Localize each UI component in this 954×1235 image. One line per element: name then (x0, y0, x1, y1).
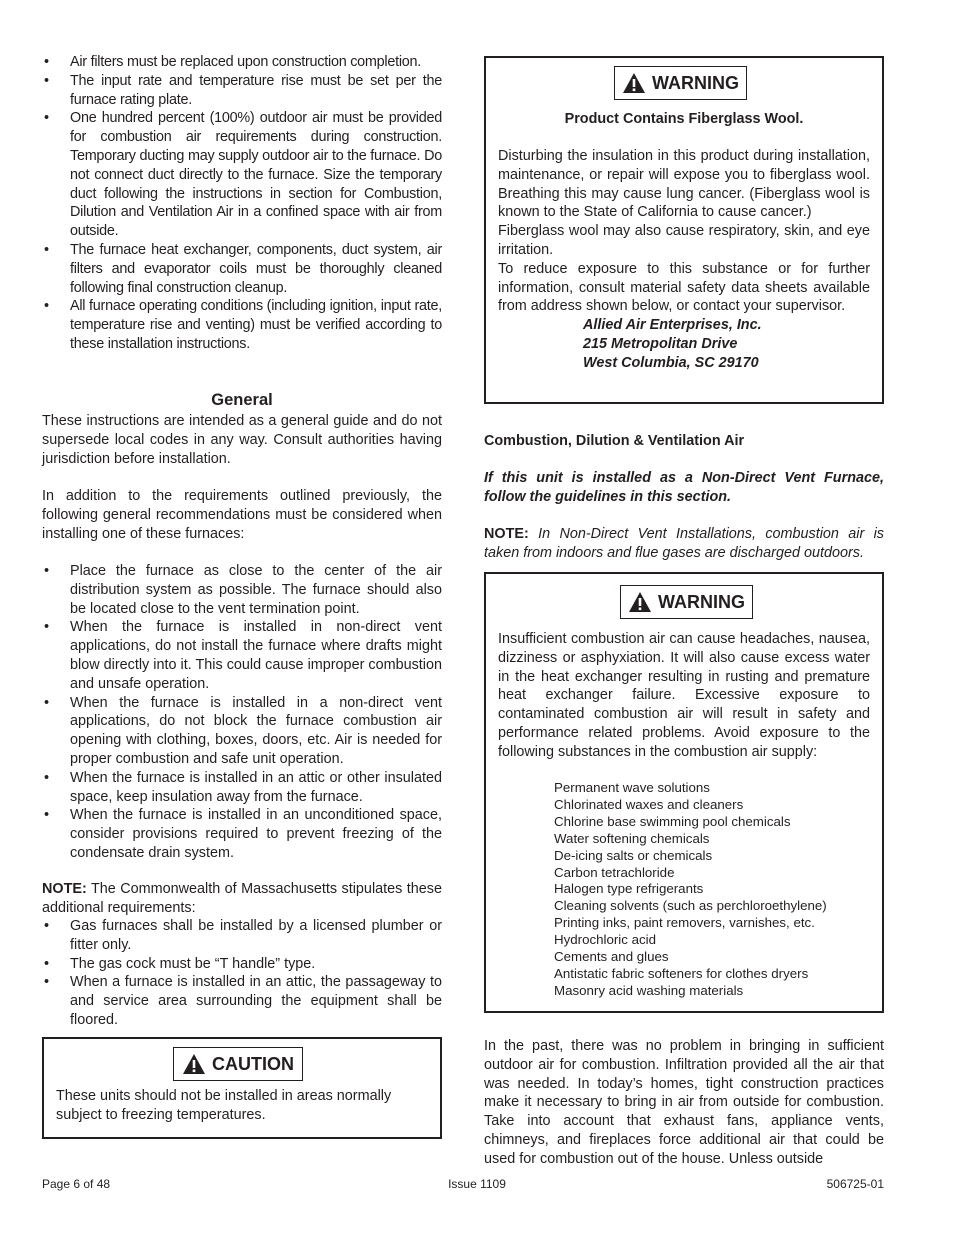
warning-label: WARNING (658, 592, 745, 612)
list-item: • Place the furnace as close to the center of the air distribution system as possible. The furnace should also be located close to the vent termination point. (42, 562, 442, 618)
construction-requirements-list (42, 53, 442, 354)
list-item: Chlorinated waxes and cleaners (554, 796, 744, 812)
list-item: Hydrochloric acid (554, 932, 656, 948)
list-item: • When the furnace is installed in an attic or other insulated space, keep insulation away from the furnace. (42, 769, 442, 807)
list-item: Printing inks, paint removers, varnishes, etc. (554, 915, 815, 931)
fiberglass-warning-p2: Fiberglass wool may also cause respiratory, skin, and eye irritation. (498, 223, 870, 258)
list-item: Water softening chemicals (554, 830, 710, 846)
fiberglass-warning-title: Product Contains Fiberglass Wool. (564, 111, 804, 127)
list-item: • All furnace operating conditions (including ignition, input rate, temperature rise and venting) must be verified according to these installation instructions. (42, 297, 442, 353)
list-item: Permanent wave solutions (554, 780, 710, 795)
footer-document-number: 506725-01 (826, 1177, 884, 1191)
footer-page-number: Page 6 of 48 (42, 1177, 111, 1191)
list-item: • The furnace heat exchanger, components, duct system, air filters and evaporator coils must be thoroughly cleaned following final construction cleanup. (42, 241, 442, 297)
fiberglass-warning-box (484, 56, 884, 404)
general-paragraph-1: These instructions are intended as a general guide and do not supersede local codes in any way. Consult authorities having jurisdiction before installation. (42, 413, 442, 467)
warning-triangle-icon (182, 1053, 206, 1075)
caution-box (42, 1037, 442, 1139)
list-item: • When a furnace is installed in an attic, the passageway to and service area surrounding the equipment shall be floored. (42, 973, 442, 1029)
general-recommendations-list (42, 562, 442, 863)
list-item: • When the furnace is installed in non-direct vent applications, do not install the furnace where drafts might blow directly into it. This could cause improper combustion and unsafe operation. (42, 618, 442, 693)
note-label: NOTE: (42, 881, 87, 897)
contaminant-substances-list (498, 780, 926, 1000)
caution-text: These units should not be installed in areas normally subject to freezing temperatures. (56, 1088, 392, 1123)
list-item: • When the furnace is installed in an unconditioned space, consider provisions required to prevent freezing of the condensate drain system. (42, 806, 442, 862)
combustion-air-warning-text: Insufficient combustion air can cause headaches, nausea, dizziness or asphyxiation. It will also cause excess water in the heat exchanger resulting in rusting and premature heat exchanger failure. Excessive exposure to contaminated combustion air will result in safety and performance related problems. Avoid exposure to the following substances in the combustion air supply: (498, 631, 870, 760)
fiberglass-warning-p3: To reduce exposure to this substance or for further information, consult material safety data sheets available from address shown below, or contact your supervisor. (498, 260, 870, 315)
non-direct-vent-note (484, 525, 884, 563)
note-text: In Non-Direct Vent Installations, combustion air is taken from indoors and flue gases are discharged outdoors. (484, 526, 884, 561)
combustion-section-heading: Combustion, Dilution & Ventilation Air (484, 433, 745, 449)
list-item: • Air filters must be replaced upon construction completion. (42, 53, 442, 72)
list-item: • When the furnace is installed in a non-direct vent applications, do not block the furnace combustion air opening with clothing, boxes, doors, etc. Air is needed for proper combustion and safe unit operation. (42, 694, 442, 769)
note-text: The Commonwealth of Massachusetts stipulates these additional requirements: (42, 881, 442, 916)
address-line: West Columbia, SC 29170 (583, 354, 759, 371)
fiberglass-warning-body (498, 147, 870, 373)
list-item: Antistatic fabric softeners for clothes dryers (554, 965, 809, 981)
warning-badge (620, 585, 753, 619)
footer-issue: Issue 1109 (448, 1177, 506, 1191)
warning-badge (614, 66, 747, 100)
list-item: Halogen type refrigerants (554, 881, 704, 897)
list-item: • One hundred percent (100%) outdoor air must be provided for combustion air requirements during construction. Temporary ducting may supply outdoor air to the furnace. Do not connect duct directly to the furnace. Size the temporary duct following the instructions in section for Combustion, Dilution and Ventilation Air in a confined space with air from outside. (42, 109, 442, 241)
list-item: Cleaning solvents (such as perchloroethylene) (554, 898, 827, 914)
massachusetts-requirements-list (42, 917, 442, 1030)
list-item: De-icing salts or chemicals (554, 847, 713, 863)
outdoor-air-paragraph: In the past, there was no problem in bringing in sufficient outdoor air for combustion. Infiltration provided all the air that was needed. In today’s homes, tight construction practices make it necessary to bring in air from outside for combustion. Take into account that exhaust fans, appliance vents, chimneys, and fireplaces force additional air that could be used for combustion out of the house. Unless outside (484, 1038, 884, 1167)
fiberglass-warning-p1: Disturbing the insulation in this product during installation, maintenance, or repair will expose you to fiberglass wool. Breathing this may cause lung cancer. (Fiberglass wool is known to the State of California to cause cancer.) (498, 148, 870, 221)
address-line: 215 Metropolitan Drive (583, 335, 738, 352)
caution-badge (173, 1047, 303, 1081)
caution-label: CAUTION (212, 1054, 294, 1074)
warning-triangle-icon (628, 591, 652, 613)
warning-label: WARNING (652, 73, 739, 93)
combustion-section-intro: If this unit is installed as a Non-Direct Vent Furnace, follow the guidelines in this section. (484, 470, 884, 505)
combustion-air-warning-box (484, 572, 884, 1013)
list-item: Carbon tetrachloride (554, 864, 675, 880)
list-item: • The gas cock must be “T handle” type. (42, 955, 442, 974)
list-item: • Gas furnaces shall be installed by a licensed plumber or fitter only. (42, 917, 442, 955)
general-paragraph-2: In addition to the requirements outlined previously, the following general recommendations must be considered when installing one of these furnaces: (42, 488, 442, 542)
massachusetts-note (42, 880, 442, 918)
note-label: NOTE: (484, 526, 529, 542)
list-item: • The input rate and temperature rise must be set per the furnace rating plate. (42, 72, 442, 110)
list-item: Cements and glues (554, 949, 669, 965)
list-item: Masonry acid washing materials (554, 982, 744, 998)
address-line: Allied Air Enterprises, Inc. (583, 317, 762, 334)
company-address (498, 316, 870, 372)
warning-triangle-icon (622, 72, 646, 94)
list-item: Chlorine base swimming pool chemicals (554, 813, 791, 829)
general-heading: General (211, 391, 273, 409)
